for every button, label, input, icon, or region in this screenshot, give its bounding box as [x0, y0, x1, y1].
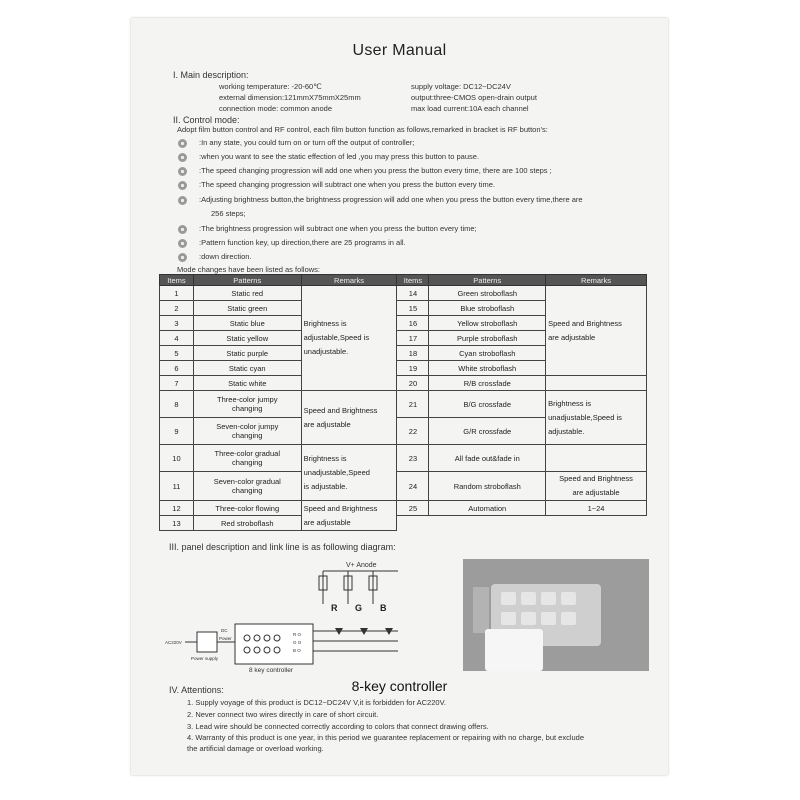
header-patterns: Patterns — [193, 275, 301, 286]
control-item-brightness-up: :Adjusting brightness button,the brightness progression will add one when you press the button every time,there are — [199, 195, 583, 204]
pattern-name: Red stroboflash — [193, 516, 301, 531]
pattern-line: changing — [232, 486, 263, 495]
item-number: 14 — [397, 286, 429, 301]
pattern-name: White stroboflash — [429, 361, 546, 376]
page-title: User Manual — [352, 42, 447, 59]
item-number: 11 — [160, 472, 194, 501]
item-number: 20 — [397, 376, 429, 391]
table-row — [160, 472, 647, 501]
controller-box — [235, 624, 313, 664]
item-number: 9 — [160, 418, 194, 445]
pause-button-icon — [178, 153, 187, 162]
item-number: 23 — [397, 445, 429, 472]
pattern-name: Blue stroboflash — [429, 301, 546, 316]
item-number: 8 — [160, 391, 194, 418]
power-button-icon — [178, 139, 187, 148]
pattern-line: changing — [232, 404, 263, 413]
remark-jumpy — [301, 391, 397, 445]
pattern-name: Static purple — [193, 346, 301, 361]
item-number: 13 — [160, 516, 194, 531]
rf-remote — [485, 629, 543, 671]
control-item-pause: :when you want to see the static effection of led ,you may press this button to pause. — [199, 152, 480, 161]
wiring-diagram — [163, 556, 408, 674]
pattern-name: Purple stroboflash — [429, 331, 546, 346]
pattern-name: Green stroboflash — [429, 286, 546, 301]
output-label: G O — [293, 640, 302, 645]
item-number: 1 — [160, 286, 194, 301]
pattern-name — [193, 391, 301, 418]
remark-strobe — [546, 286, 647, 376]
table-header-row — [160, 275, 647, 286]
pattern-name: Static white — [193, 376, 301, 391]
item-number: 15 — [397, 301, 429, 316]
pattern-name: Static yellow — [193, 331, 301, 346]
power-supply-label: Power supply — [191, 656, 219, 661]
item-number: 19 — [397, 361, 429, 376]
remark-random — [546, 472, 647, 501]
control-item-brightness-steps: 256 steps; — [211, 209, 246, 218]
power-label: Power — [219, 636, 232, 641]
remark-gradual — [301, 445, 397, 501]
b-label: B — [380, 603, 387, 613]
table-row — [160, 445, 647, 472]
pattern-name — [193, 418, 301, 445]
mode-down-button-icon — [178, 253, 187, 262]
item-number: 3 — [160, 316, 194, 331]
remark-line: are adjustable — [303, 517, 351, 527]
table-row — [160, 391, 647, 418]
item-number: 2 — [160, 301, 194, 316]
controller-title: 8-key controller — [351, 678, 448, 694]
remark-line: are adjustable — [303, 419, 351, 429]
modes-table — [159, 274, 647, 531]
item-number: 16 — [397, 316, 429, 331]
spec-dimension: external dimension:121mmX75mmX25mm — [219, 93, 361, 102]
power-supply-box — [197, 632, 217, 652]
item-number: 18 — [397, 346, 429, 361]
terminal-block — [473, 587, 489, 633]
pattern-name: G/R crossfade — [429, 418, 546, 445]
pattern-name: R/B crossfade — [429, 376, 546, 391]
remark-line: Brightness is — [303, 453, 347, 463]
remark-empty — [546, 445, 647, 472]
spec-output: output:three-CMOS open-drain output — [411, 93, 537, 102]
control-item-power: :In any state, you could turn on or turn off the output of controller; — [199, 138, 415, 147]
manual-page — [131, 18, 668, 775]
remark-line: unadjustable,Speed — [303, 467, 370, 477]
pattern-name: Static cyan — [193, 361, 301, 376]
pattern-line: Seven-color gradual — [213, 477, 281, 486]
control-item-mode-down: :down direction. — [199, 252, 252, 261]
remark-line: Brightness is — [548, 398, 592, 408]
table-row — [160, 286, 647, 301]
remark-line: Speed and Brightness — [303, 405, 378, 415]
section-heading-panel: III. panel description and link line is as following diagram: — [169, 542, 396, 552]
section-heading-control: II. Control mode: — [173, 115, 240, 125]
spec-working-temp: working temperature: -20-60℃ — [219, 82, 322, 91]
item-number: 21 — [397, 391, 429, 418]
remark-line: are adjustable — [548, 332, 596, 342]
pattern-name: Static blue — [193, 316, 301, 331]
controller-photo — [463, 559, 649, 671]
remark-line: unadjustable,Speed is — [548, 412, 622, 422]
control-item-mode-up: :Pattern function key, up direction,there are 25 programs in all. — [199, 238, 406, 247]
pattern-name: Static red — [193, 286, 301, 301]
header-remarks: Remarks — [301, 275, 397, 286]
spec-voltage: supply voltage: DC12~DC24V — [411, 82, 511, 91]
output-label: B O — [293, 648, 301, 653]
speed-up-button-icon — [178, 167, 187, 176]
spec-connection: connection mode: common anode — [219, 104, 332, 113]
g-label: G — [355, 603, 363, 613]
r-label: R — [331, 603, 338, 613]
pattern-name — [193, 472, 301, 501]
speed-down-button-icon — [178, 181, 187, 190]
brightness-down-button-icon — [178, 225, 187, 234]
control-intro: Adopt film button control and RF control, each film button function as follows,remarked in bracket is RF button's: — [177, 125, 548, 134]
attention-item: the artificial damage or overload working. — [187, 744, 324, 753]
attention-item: 4. Warranty of this product is one year, in this period we guarantee replacement or repairing with no charge, but exclude — [187, 733, 585, 742]
anode-label: V+ Anode — [346, 562, 377, 569]
pattern-line: changing — [232, 458, 263, 467]
pattern-name: Static green — [193, 301, 301, 316]
item-number: 25 — [397, 501, 429, 516]
pattern-line: Three-color gradual — [214, 449, 280, 458]
remark-line: Speed and Brightness — [303, 503, 378, 513]
item-number: 7 — [160, 376, 194, 391]
diagram-caption: 8 key controller — [249, 667, 294, 674]
control-item-speed-down: :The speed changing progression will subtract one when you press the button every time. — [199, 180, 496, 189]
header-patterns: Patterns — [429, 275, 546, 286]
mode-up-button-icon — [178, 239, 187, 248]
remark-flowing — [301, 501, 397, 531]
section-heading-attentions: IV. Attentions: — [169, 685, 224, 695]
pattern-name: Three-color flowing — [193, 501, 301, 516]
item-number: 12 — [160, 501, 194, 516]
table-row — [160, 501, 647, 516]
header-items: Items — [160, 275, 194, 286]
remark-crossfade — [546, 391, 647, 445]
remark-line: unadjustable. — [303, 347, 349, 356]
ac-label: AC220V — [165, 640, 182, 645]
item-number: 10 — [160, 445, 194, 472]
pattern-name — [193, 445, 301, 472]
remark-line: are adjustable — [572, 488, 620, 497]
remark-static — [301, 286, 397, 391]
remark-line: Speed and Brightness — [559, 474, 633, 483]
modes-intro: Mode changes have been listed as follows: — [177, 265, 321, 274]
item-number: 17 — [397, 331, 429, 346]
item-number: 6 — [160, 361, 194, 376]
brightness-up-button-icon — [178, 196, 187, 205]
remark-line: adjustable. — [548, 426, 585, 436]
pattern-line: Three-color jumpy — [217, 395, 278, 404]
pattern-name: Cyan stroboflash — [429, 346, 546, 361]
section-heading-main: I. Main description: — [173, 70, 249, 80]
pattern-name: B/G crossfade — [429, 391, 546, 418]
control-item-brightness-down: :The brightness progression will subtract one when you press the button every time; — [199, 224, 477, 233]
remark-line: Brightness is — [303, 319, 347, 328]
attention-item: 1. Supply voyage of this product is DC12~DC24V V,it is forbidden for AC220V. — [187, 698, 446, 707]
header-items: Items — [397, 275, 429, 286]
remark-line: Speed and Brightness — [548, 318, 622, 328]
dc-label: DC — [221, 628, 228, 633]
control-item-speed-up: :The speed changing progression will add one when you press the button every time, there are 100 steps ; — [199, 166, 552, 175]
item-number: 5 — [160, 346, 194, 361]
table-row — [160, 376, 647, 391]
spec-load-current: max load current:10A each channel — [411, 104, 529, 113]
empty-cell — [397, 516, 647, 531]
item-number: 24 — [397, 472, 429, 501]
attention-item: 2. Never connect two wires directly in care of short circuit. — [187, 710, 379, 719]
pattern-name: All fade out&fade in — [429, 445, 546, 472]
remark-line: adjustable,Speed is — [303, 333, 370, 342]
pattern-name: Random stroboflash — [429, 472, 546, 501]
pattern-name: Yellow stroboflash — [429, 316, 546, 331]
pattern-name: Automation — [429, 501, 546, 516]
header-remarks: Remarks — [546, 275, 647, 286]
item-number: 4 — [160, 331, 194, 346]
pattern-line: Seven-color jumpy — [216, 422, 279, 431]
remark-empty — [546, 376, 647, 391]
remark-line: is adjustable. — [303, 481, 348, 491]
remark-automation: 1~24 — [546, 501, 647, 516]
output-label: R O — [293, 632, 302, 637]
attention-item: 3. Lead wire should be connected correctly according to colors that connect drawing offers. — [187, 722, 489, 731]
pattern-line: changing — [232, 431, 263, 440]
table-row — [160, 516, 647, 531]
item-number: 22 — [397, 418, 429, 445]
